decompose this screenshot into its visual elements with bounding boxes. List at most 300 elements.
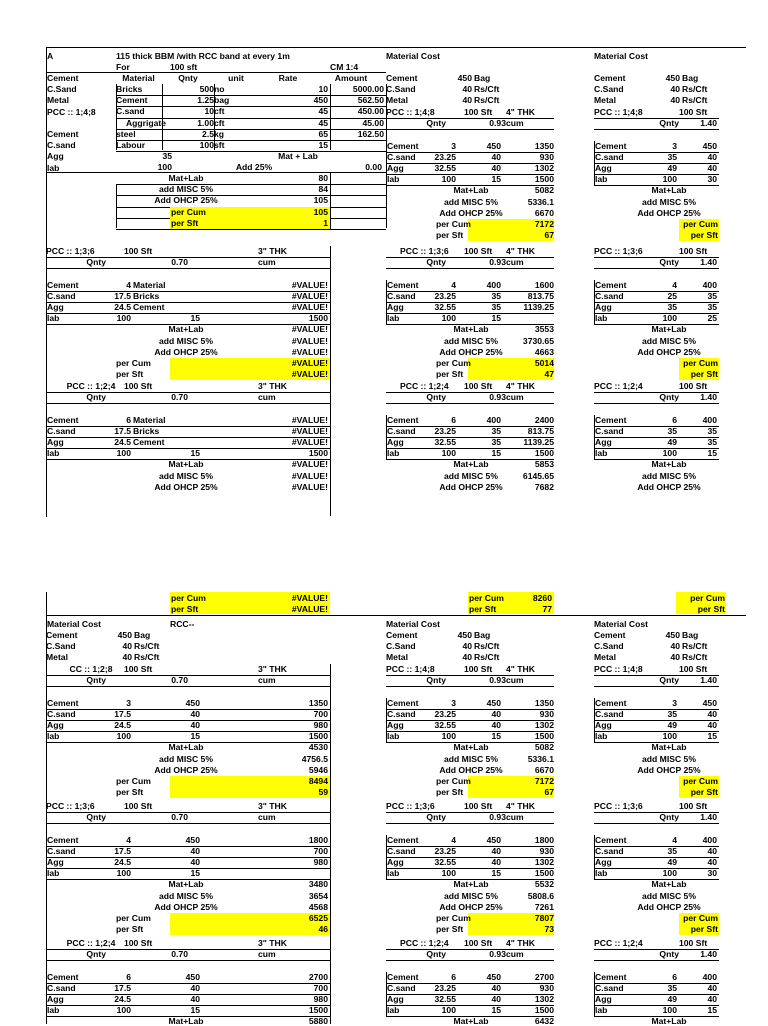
summary-label: Mat+Lab bbox=[453, 185, 489, 196]
material-amount: 700 bbox=[313, 845, 328, 856]
summary-label: add MISC 5% bbox=[642, 470, 696, 481]
material-amount: #VALUE! bbox=[291, 279, 328, 290]
grid-line bbox=[162, 84, 163, 150]
material-label: Agg bbox=[387, 163, 404, 173]
material-label: C.sand bbox=[387, 708, 416, 719]
row-label: C.sand bbox=[47, 140, 76, 151]
material-rate: 40 bbox=[190, 720, 200, 730]
material-qty: 24.5 bbox=[114, 857, 131, 867]
summary-value: 77 bbox=[542, 604, 552, 615]
summary-label: per Sft bbox=[116, 787, 144, 798]
grid-line bbox=[214, 84, 215, 150]
grid-line bbox=[386, 960, 554, 961]
block-thk-header: 3" THK bbox=[258, 801, 287, 811]
lab-qty: 100 bbox=[157, 162, 172, 172]
summary-label: per Cum bbox=[171, 593, 206, 603]
material-qty: 100 bbox=[662, 448, 677, 459]
material-qty: 3 bbox=[451, 697, 456, 708]
material-qty: 100 bbox=[662, 174, 677, 185]
material-amount: 1139.25 bbox=[523, 302, 554, 312]
for-qty: 100 sft bbox=[170, 62, 198, 72]
rate-label: Metal bbox=[46, 652, 68, 663]
material-label: Cement bbox=[595, 140, 627, 151]
material-amount: 1500 bbox=[308, 731, 328, 742]
qty-label: Qnty bbox=[426, 118, 446, 129]
summary-label: Add OHCP 25% bbox=[637, 481, 701, 492]
material-amount: 2400 bbox=[534, 414, 554, 425]
material-qty: 100 bbox=[116, 731, 131, 742]
material-label: lab bbox=[595, 174, 608, 185]
material-rate: 15 bbox=[190, 731, 200, 742]
material-label: Cement bbox=[595, 279, 627, 290]
material-label: Cement bbox=[47, 971, 79, 982]
material-label: lab bbox=[387, 731, 400, 742]
summary-label: per Sft bbox=[697, 604, 725, 615]
material-qty: 32.55 bbox=[434, 437, 456, 447]
summary-label: Mat+Lab bbox=[651, 742, 687, 753]
material-qty: 32.55 bbox=[434, 302, 456, 312]
summary-value: 80 bbox=[318, 173, 328, 183]
material-name: Cement bbox=[133, 437, 165, 447]
material-label: Cement bbox=[47, 414, 79, 425]
summary-label: per Cum bbox=[116, 776, 151, 786]
grid-line bbox=[594, 403, 719, 404]
material-rate: 15 bbox=[707, 731, 717, 742]
grid-line bbox=[386, 835, 387, 880]
grid-line bbox=[330, 246, 331, 381]
material-label: Agg bbox=[387, 994, 404, 1004]
material-label: Cement bbox=[47, 834, 79, 845]
material-cost-heading: Material Cost bbox=[594, 51, 648, 61]
material-rate: 40 bbox=[707, 857, 717, 867]
material-rate: 400 bbox=[702, 414, 717, 425]
material-amount: #VALUE! bbox=[291, 290, 328, 301]
grid-line bbox=[594, 268, 719, 269]
material-label: Agg bbox=[595, 994, 612, 1004]
material-label: Cement bbox=[47, 697, 79, 708]
summary-label: add MISC 5% bbox=[642, 196, 696, 207]
material-label: C.sand bbox=[387, 845, 416, 856]
material-label: Agg bbox=[387, 437, 404, 447]
material-rate: 35 bbox=[491, 290, 501, 301]
material-label: Cement bbox=[387, 697, 419, 708]
material-qty: 100 bbox=[441, 868, 456, 879]
material-amount: #VALUE! bbox=[291, 302, 328, 312]
material-label: C.sand bbox=[47, 845, 76, 856]
material-rate: 450 bbox=[486, 834, 501, 845]
summary-label: per Cum bbox=[690, 593, 725, 603]
summary-label: Add OHCP 25% bbox=[439, 207, 503, 218]
block-qty-header: 100 Sft bbox=[464, 381, 493, 391]
block-title: CC :: 1;2;8 bbox=[69, 664, 113, 674]
block-thk-header: 4" THK bbox=[506, 801, 535, 811]
material-label: Cement bbox=[387, 834, 419, 845]
grid-line bbox=[46, 686, 330, 687]
material-amount: 930 bbox=[539, 982, 554, 993]
summary-value: #VALUE! bbox=[291, 335, 328, 346]
rate-value: 450 bbox=[665, 630, 680, 640]
qty-value: 1.40 bbox=[700, 812, 717, 823]
material-name: Aggrigate bbox=[125, 117, 167, 128]
summary-value: 5082 bbox=[534, 185, 554, 196]
material-amount: 1350 bbox=[534, 697, 554, 708]
column-header: unit bbox=[228, 73, 244, 83]
summary-label: per Sft bbox=[436, 230, 464, 241]
rate-unit: Rs/Cft bbox=[474, 652, 500, 663]
material-qty: 17.5 bbox=[114, 982, 131, 993]
summary-value: 47 bbox=[544, 369, 554, 380]
material-label: lab bbox=[47, 868, 60, 879]
material-amount: 1500 bbox=[534, 1005, 554, 1016]
summary-value: #VALUE! bbox=[291, 604, 328, 615]
block-title: PCC :: 1;2;4 bbox=[66, 381, 116, 391]
summary-label: per Sft bbox=[690, 787, 718, 798]
grid-line bbox=[594, 972, 595, 1017]
qty-label: Qnty bbox=[426, 257, 446, 268]
summary-label: per Cum bbox=[683, 776, 718, 786]
material-qty: 17.5 bbox=[114, 708, 131, 719]
rate-unit: Rs/Cft bbox=[474, 84, 500, 95]
grid-line bbox=[386, 686, 554, 687]
summary-label: add MISC 5% bbox=[444, 753, 498, 764]
material-rate: 15 bbox=[707, 1005, 717, 1016]
row-label: Cement bbox=[47, 73, 79, 83]
material-rate: 450 bbox=[313, 95, 328, 106]
summary-value: 7807 bbox=[534, 913, 554, 923]
column-header: Rate bbox=[278, 73, 298, 83]
row-label: Cement bbox=[47, 129, 79, 139]
qty-value: 0.70 bbox=[171, 257, 188, 268]
block-qty-header: 100 Sft bbox=[124, 381, 153, 391]
summary-label: per Cum bbox=[683, 913, 718, 923]
rate-value: 40 bbox=[670, 95, 680, 106]
material-rate: 65 bbox=[318, 128, 328, 139]
summary-value: 59 bbox=[318, 787, 328, 798]
material-rate: 40 bbox=[491, 163, 501, 173]
material-label: lab bbox=[387, 313, 400, 324]
material-label: Cement bbox=[387, 971, 419, 982]
material-rate: 40 bbox=[491, 994, 501, 1004]
material-name: Cement bbox=[116, 95, 148, 106]
summary-value: #VALUE! bbox=[291, 459, 328, 470]
material-qty: 23.25 bbox=[434, 845, 456, 856]
material-rate: 450 bbox=[486, 140, 501, 151]
material-label: C.sand bbox=[595, 708, 624, 719]
block-qty-header: 100 Sft bbox=[679, 801, 708, 811]
material-qty: 6 bbox=[672, 971, 677, 982]
material-rate: 40 bbox=[707, 151, 717, 162]
block-title: PCC :: 1;3;6 bbox=[400, 246, 449, 256]
material-label: lab bbox=[595, 731, 608, 742]
material-qty: 3 bbox=[451, 140, 456, 151]
summary-value: 4663 bbox=[534, 346, 554, 357]
qty-label: Qnty bbox=[86, 812, 106, 823]
material-name: Cement bbox=[133, 302, 165, 312]
summary-label: Mat+Lab bbox=[453, 879, 489, 890]
qty-unit: cum bbox=[506, 257, 524, 268]
material-label: Agg bbox=[595, 720, 612, 730]
grid-line bbox=[46, 960, 330, 961]
block-thk-header: 3" THK bbox=[258, 938, 287, 948]
block-qty-header: 100 Sft bbox=[464, 801, 493, 811]
material-qty: 23.25 bbox=[434, 425, 456, 436]
rate-value: 40 bbox=[462, 652, 472, 663]
summary-label: Mat+Lab bbox=[168, 173, 204, 183]
material-amount: 980 bbox=[313, 720, 328, 730]
summary-label: Mat+Lab bbox=[651, 185, 687, 196]
rate-label: Cement bbox=[46, 630, 78, 640]
material-rate: 40 bbox=[190, 857, 200, 867]
material-rate: 40 bbox=[190, 845, 200, 856]
material-name: C.sand bbox=[116, 106, 145, 117]
material-rate: 15 bbox=[190, 448, 200, 459]
material-unit: sft bbox=[214, 140, 225, 150]
material-qty: 3 bbox=[126, 697, 131, 708]
material-amount: 930 bbox=[539, 845, 554, 856]
material-label: Agg bbox=[387, 302, 404, 312]
material-qty: 100 bbox=[662, 313, 677, 324]
summary-label: Add OHCP 25% bbox=[439, 901, 503, 912]
material-amount: #VALUE! bbox=[291, 414, 328, 425]
summary-label: Add OHCP 25% bbox=[154, 195, 218, 206]
rate-unit: Rs/Cft bbox=[474, 641, 500, 652]
material-unit: kg bbox=[214, 128, 225, 139]
mat-lab-label: Mat + Lab bbox=[278, 151, 318, 161]
rate-label: Metal bbox=[386, 95, 408, 106]
qty-unit: cum bbox=[506, 392, 524, 403]
qty-unit: cum bbox=[506, 675, 524, 686]
qty-label: Qnty bbox=[659, 392, 679, 403]
material-rate: 400 bbox=[702, 834, 717, 845]
summary-label: Mat+Lab bbox=[651, 324, 687, 335]
qty-label: Qnty bbox=[659, 257, 679, 268]
summary-label: per Sft bbox=[690, 369, 718, 380]
material-label: Agg bbox=[387, 857, 404, 867]
block-title: PCC :: 1;4;8 bbox=[594, 664, 643, 674]
material-qty: 100 bbox=[116, 868, 131, 879]
material-rate: 35 bbox=[707, 290, 717, 301]
block-qty-header: 100 Sft bbox=[464, 938, 493, 948]
grid-line bbox=[330, 381, 331, 516]
grid-line bbox=[46, 698, 47, 743]
summary-value: 105 bbox=[313, 206, 328, 217]
summary-label: add MISC 5% bbox=[642, 753, 696, 764]
material-qty: 23.25 bbox=[434, 982, 456, 993]
qty-value: 1.40 bbox=[700, 675, 717, 686]
grid-line bbox=[46, 47, 746, 48]
summary-value: 4530 bbox=[308, 742, 328, 753]
material-qty: 35 bbox=[667, 425, 677, 436]
material-label: C.sand bbox=[47, 425, 76, 436]
material-label: lab bbox=[47, 448, 60, 459]
block-qty-header: 100 Sft bbox=[679, 938, 708, 948]
grid-line bbox=[386, 141, 387, 186]
material-qty: 49 bbox=[667, 163, 677, 173]
material-amount: 1500 bbox=[308, 448, 328, 459]
qty-label: Qnty bbox=[659, 675, 679, 686]
summary-label: per Sft bbox=[436, 787, 464, 798]
material-unit: cft bbox=[214, 106, 225, 117]
summary-value: 67 bbox=[544, 787, 554, 798]
row-label: Metal bbox=[47, 95, 69, 106]
material-rate: 40 bbox=[491, 708, 501, 719]
material-amount: 1500 bbox=[308, 1005, 328, 1016]
rate-label: C.Sand bbox=[386, 641, 416, 652]
summary-label: add MISC 5% bbox=[444, 890, 498, 901]
material-rate: 25 bbox=[707, 313, 717, 324]
qty-label: Qnty bbox=[426, 949, 446, 960]
rate-label: Cement bbox=[594, 630, 626, 640]
summary-label: Add OHCP 25% bbox=[637, 901, 701, 912]
material-rate: 400 bbox=[486, 414, 501, 425]
grid-line bbox=[386, 280, 387, 325]
summary-label: Add OHCP 25% bbox=[154, 481, 218, 492]
block-qty-header: 100 Sft bbox=[124, 664, 153, 674]
summary-label: per Cum bbox=[436, 358, 471, 368]
material-amount: 813.75 bbox=[527, 290, 554, 301]
block-title: PCC :: 1;2;4 bbox=[594, 938, 643, 948]
summary-value: 5082 bbox=[534, 742, 554, 753]
summary-value: 6432 bbox=[534, 1016, 554, 1026]
material-label: C.sand bbox=[595, 151, 624, 162]
grid-line bbox=[594, 415, 595, 460]
summary-label: Add OHCP 25% bbox=[154, 901, 218, 912]
material-rate: 40 bbox=[707, 708, 717, 719]
grid-line bbox=[386, 268, 554, 269]
grid-line bbox=[386, 823, 554, 824]
qty-label: Qnty bbox=[659, 949, 679, 960]
material-name: Material bbox=[133, 279, 166, 290]
rate-value: 40 bbox=[122, 641, 132, 652]
block-thk-header: 4" THK bbox=[506, 381, 535, 391]
material-rate: 400 bbox=[702, 971, 717, 982]
material-rate: 40 bbox=[491, 982, 501, 993]
material-amount: 562.50 bbox=[357, 95, 384, 106]
rate-label: C.Sand bbox=[594, 84, 624, 95]
grid-line bbox=[116, 184, 117, 228]
summary-value: 67 bbox=[544, 230, 554, 241]
grid-line bbox=[116, 84, 117, 150]
rate-label: C.Sand bbox=[594, 641, 624, 652]
material-label: lab bbox=[387, 174, 400, 185]
material-label: C.sand bbox=[47, 290, 76, 301]
qty-label: Qnty bbox=[426, 812, 446, 823]
material-qty: 17.5 bbox=[114, 425, 131, 436]
material-qty: 4 bbox=[672, 834, 677, 845]
summary-value: 3730.65 bbox=[522, 335, 554, 346]
material-amount: 450.00 bbox=[357, 106, 384, 117]
for-label: For bbox=[116, 62, 130, 72]
material-qty: 6 bbox=[672, 414, 677, 425]
qty-value: 1.40 bbox=[700, 118, 717, 129]
rate-value: 450 bbox=[457, 630, 472, 640]
rate-label: Metal bbox=[386, 652, 408, 663]
summary-label: add MISC 5% bbox=[159, 184, 213, 195]
material-qty: 35 bbox=[667, 708, 677, 719]
rate-unit: Bag bbox=[474, 630, 491, 640]
material-cost-heading: Material Cost bbox=[594, 619, 648, 629]
rate-label: C.Sand bbox=[386, 84, 416, 95]
material-amount: 1302 bbox=[534, 857, 554, 867]
material-qty: 24.5 bbox=[114, 437, 131, 447]
material-amount: 1350 bbox=[534, 140, 554, 151]
block-thk-header: 3" THK bbox=[258, 381, 287, 391]
material-qty: 49 bbox=[667, 857, 677, 867]
material-label: lab bbox=[387, 448, 400, 459]
material-rate: 15 bbox=[190, 1005, 200, 1016]
material-qty: 24.5 bbox=[114, 720, 131, 730]
material-qty: 6 bbox=[126, 971, 131, 982]
grid-line bbox=[46, 403, 330, 404]
summary-value: #VALUE! bbox=[291, 358, 328, 368]
material-qty: 6 bbox=[451, 414, 456, 425]
material-qty: 4 bbox=[126, 834, 131, 845]
rate-label: Cement bbox=[386, 73, 418, 83]
rate-value: 40 bbox=[670, 652, 680, 663]
block-title: PCC :: 1;4;8 bbox=[594, 107, 643, 117]
qty-label: Qnty bbox=[86, 392, 106, 403]
summary-label: per Sft bbox=[171, 604, 199, 615]
summary-value: 73 bbox=[544, 924, 554, 935]
summary-label: per Sft bbox=[436, 924, 464, 935]
material-label: C.sand bbox=[387, 151, 416, 162]
grid-line bbox=[116, 229, 386, 230]
summary-label: Add OHCP 25% bbox=[637, 346, 701, 357]
material-qty: 49 bbox=[667, 994, 677, 1004]
qty-value: 1.40 bbox=[700, 392, 717, 403]
qty-value: 0.93 bbox=[489, 812, 506, 823]
grid-line bbox=[330, 84, 331, 150]
summary-value: #VALUE! bbox=[291, 324, 328, 335]
summary-value: 3654 bbox=[308, 890, 328, 901]
material-unit: no bbox=[214, 84, 225, 94]
summary-value: 7172 bbox=[534, 219, 554, 229]
material-qty: 100 bbox=[441, 1005, 456, 1016]
material-qty: 100 bbox=[441, 313, 456, 324]
rate-value: 40 bbox=[462, 95, 472, 106]
material-label: C.sand bbox=[387, 982, 416, 993]
summary-value: 5853 bbox=[534, 459, 554, 470]
material-label: Agg bbox=[595, 163, 612, 173]
material-qty: 100 bbox=[116, 313, 131, 324]
rate-unit: Rs/Cft bbox=[682, 652, 708, 663]
material-name: Bricks bbox=[133, 290, 160, 301]
block-title: PCC :: 1;2;4 bbox=[400, 381, 449, 391]
summary-value: 105 bbox=[313, 195, 328, 206]
summary-label: Add OHCP 25% bbox=[637, 764, 701, 775]
summary-value: 6670 bbox=[534, 207, 554, 218]
grid-line bbox=[594, 129, 719, 130]
summary-label: Add OHCP 25% bbox=[154, 764, 218, 775]
material-qty: 35 bbox=[667, 845, 677, 856]
material-rate: 40 bbox=[707, 845, 717, 856]
qty-unit: cum bbox=[506, 812, 524, 823]
rate-unit: Rs/Cft bbox=[134, 641, 160, 652]
material-unit: bag bbox=[214, 95, 230, 106]
material-label: C.sand bbox=[387, 425, 416, 436]
summary-label: Mat+Lab bbox=[168, 879, 204, 890]
material-qty: 35 bbox=[667, 982, 677, 993]
column-header: Material bbox=[122, 73, 155, 83]
material-rate: 15 bbox=[491, 313, 501, 324]
material-amount: 930 bbox=[539, 151, 554, 162]
qty-unit: cum bbox=[258, 949, 276, 960]
material-rate: 450 bbox=[486, 971, 501, 982]
block-title: PCC :: 1;2;4 bbox=[400, 938, 449, 948]
rate-unit: Bag bbox=[682, 73, 699, 83]
add-label: Add 25% bbox=[235, 162, 273, 172]
material-rate: 450 bbox=[702, 140, 717, 151]
